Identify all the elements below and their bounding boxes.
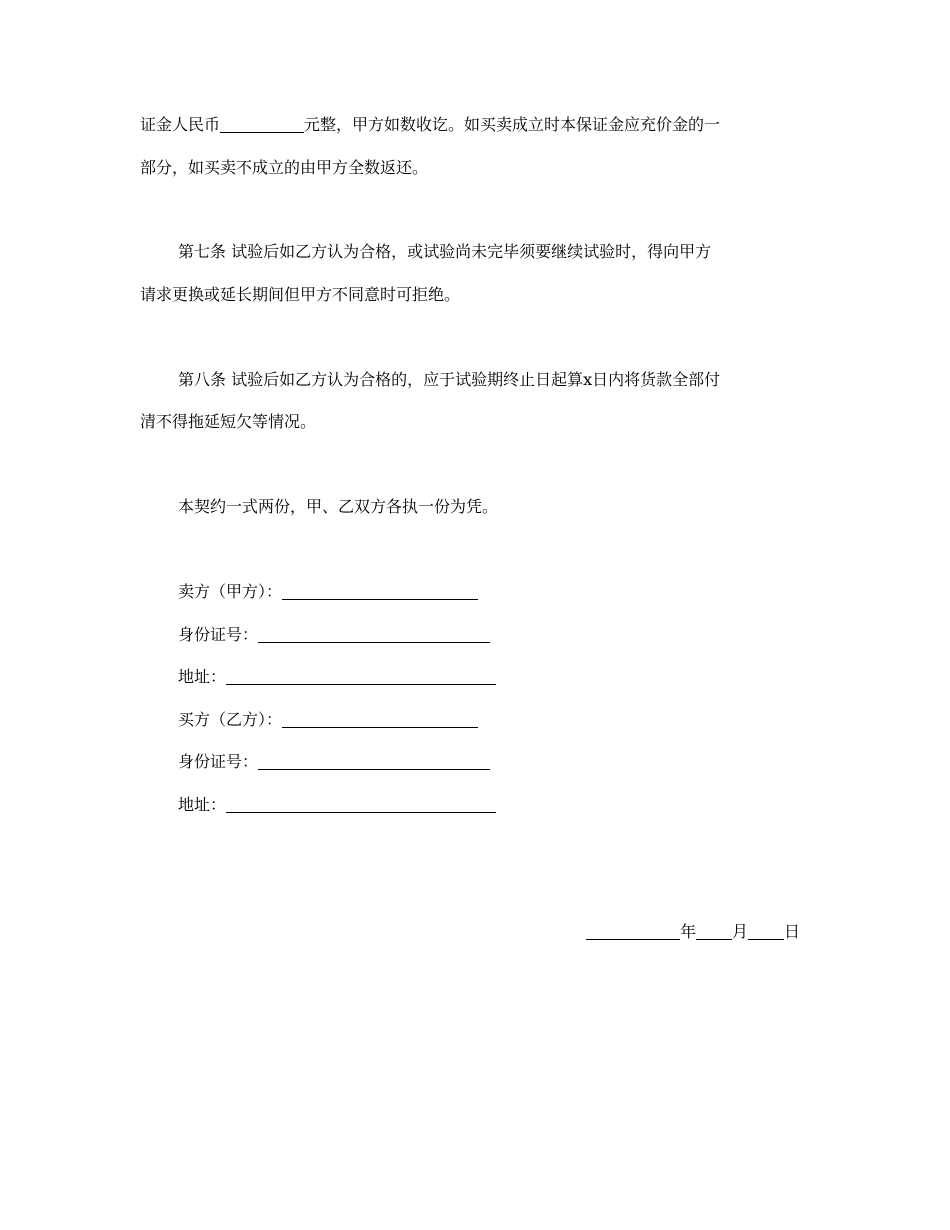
buyer-id-row: [178, 752, 490, 772]
seller-label: 卖方（甲方）：: [178, 582, 283, 601]
month-label: 月: [732, 922, 749, 941]
date-row: [586, 922, 800, 942]
buyer-id-label: 身份证号：: [178, 752, 259, 771]
day-blank: [748, 923, 784, 940]
clause7-line2: 请求更换或延长期间但甲方不同意时可拒绝。: [140, 285, 461, 304]
clause7-line1: 第七条 试验后如乙方认为合格，或试验尚未完毕须要继续试验时，得向甲方: [178, 242, 712, 261]
closing-statement: 本契约一式两份，甲、乙双方各执一份为凭。: [178, 497, 499, 516]
clause6-line2: 部分，如买卖不成立的由甲方全数返还。: [140, 158, 429, 177]
buyer-label: 买方（乙方）：: [178, 710, 283, 729]
seller-signature-row: [178, 582, 478, 602]
seller-address-blank: [226, 668, 496, 685]
buyer-name-blank: [282, 711, 478, 728]
clause6-line1: [140, 115, 720, 135]
seller-name-blank: [282, 583, 478, 600]
seller-address-row: [178, 667, 496, 687]
deposit-amount-blank: [220, 116, 304, 133]
clause8-line2: 清不得拖延短欠等情况。: [140, 412, 317, 431]
buyer-id-blank: [258, 753, 490, 770]
clause8-line1: 第八条 试验后如乙方认为合格的，应于试验期终止日起算x日内将货款全部付: [178, 370, 721, 389]
month-blank: [696, 923, 732, 940]
year-label: 年: [680, 922, 697, 941]
buyer-address-blank: [226, 796, 496, 813]
seller-id-row: [178, 625, 490, 645]
buyer-address-row: [178, 795, 496, 815]
year-blank: [586, 923, 680, 940]
clause6-line1-before: 证金人民币: [140, 115, 221, 134]
buyer-signature-row: [178, 710, 478, 730]
day-label: 日: [784, 922, 801, 941]
clause6-line1-after: 元整，甲方如数收讫。如买卖成立时本保证金应充价金的一: [304, 115, 721, 134]
seller-id-label: 身份证号：: [178, 625, 259, 644]
seller-id-blank: [258, 626, 490, 643]
buyer-address-label: 地址：: [178, 795, 227, 814]
seller-address-label: 地址：: [178, 667, 227, 686]
